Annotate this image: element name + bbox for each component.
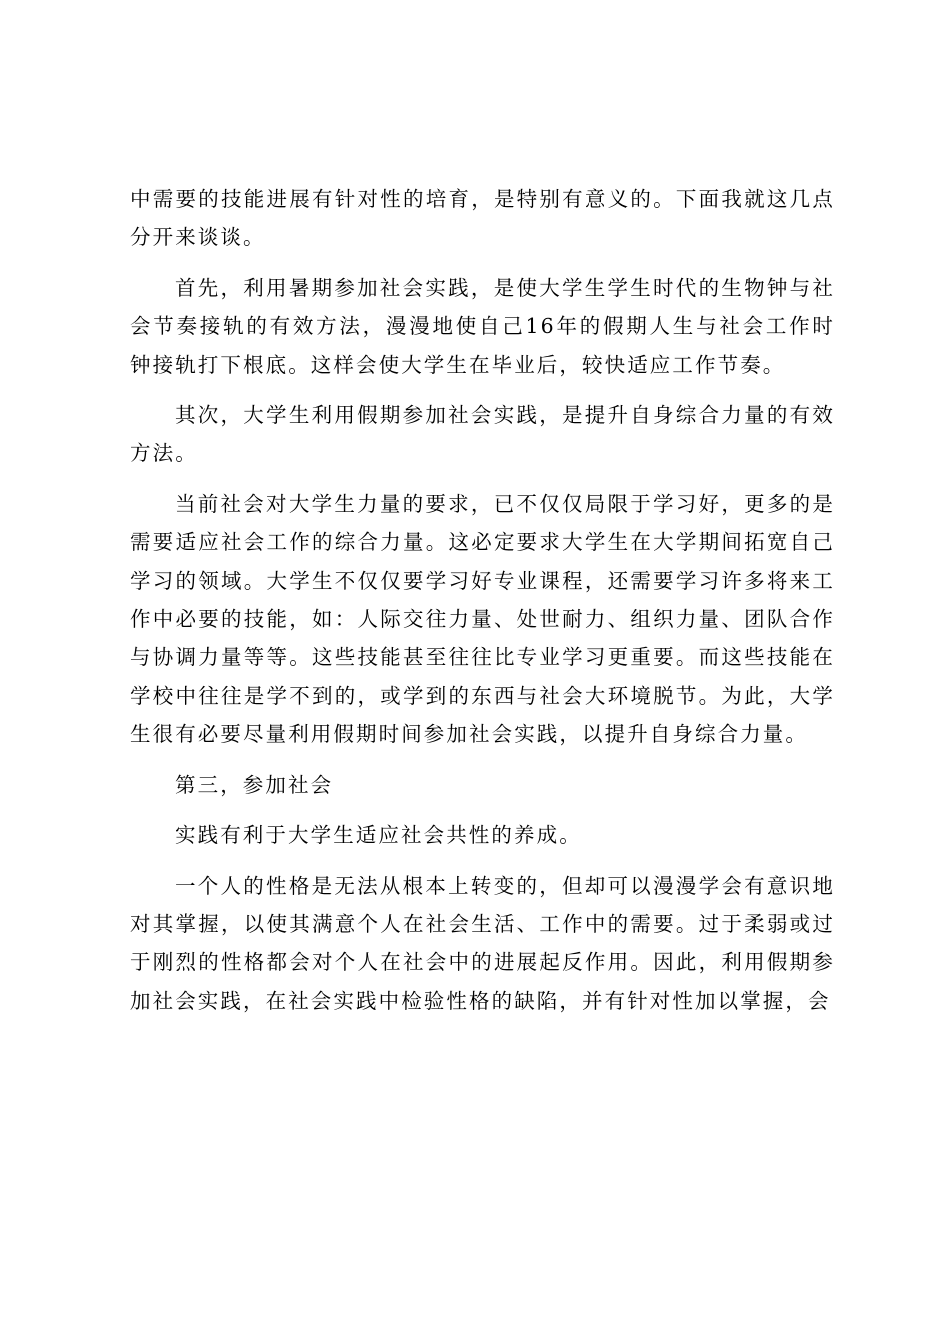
paragraph-third-point-heading: 第三，参加社会 bbox=[175, 772, 334, 797]
paragraph-first-point: 首先，利用暑期参加社会实践，是使大学生学生时代的生物钟与社会节奏接轨的有效方法，漫漫地使自己16年的假期人生与社会工作时钟接轨打下根底。这样会使大学生在毕业后，较快适应工作节奏。 bbox=[130, 275, 835, 377]
paragraph-third-point-detail: 一个人的性格是无法从根本上转变的，但却可以漫漫学会有意识地对其掌握，以使其满意个人在社会生活、工作中的需要。过于柔弱或过于刚烈的性格都会对个人在社会中的进展起反作用。因此，利用假期参加社会实践，在社会实践中检验性格的缺陷，并有针对性加以掌握，会 bbox=[130, 873, 835, 1013]
paragraph-third-point: 实践有利于大学生适应社会共性的养成。 bbox=[175, 823, 582, 848]
paragraph-second-point-detail: 当前社会对大学生力量的要求，已不仅仅局限于学习好，更多的是需要适应社会工作的综合力量。这必定要求大学生在大学期间拓宽自己学习的领域。大学生不仅仅要学习好专业课程，还需要学习许多将来工作中必要的技能，如：人际交往力量、处世耐力、组织力量、团队合作与协调力量等等。这些技能甚至往往比专业学习更重要。而这些技能在学校中往往是学不到的，或学到的东西与社会大环境脱节。为此，大学生很有必要尽量利用假期时间参加社会实践，以提升自身综合力量。 bbox=[130, 491, 835, 747]
paragraph-second-point: 其次，大学生利用假期参加社会实践，是提升自身综合力量的有效方法。 bbox=[130, 403, 835, 466]
paragraph-intro-continuation: 中需要的技能进展有针对性的培育，是特别有意义的。下面我就这几点分开来谈谈。 bbox=[130, 187, 835, 250]
document-body bbox=[130, 180, 835, 1020]
